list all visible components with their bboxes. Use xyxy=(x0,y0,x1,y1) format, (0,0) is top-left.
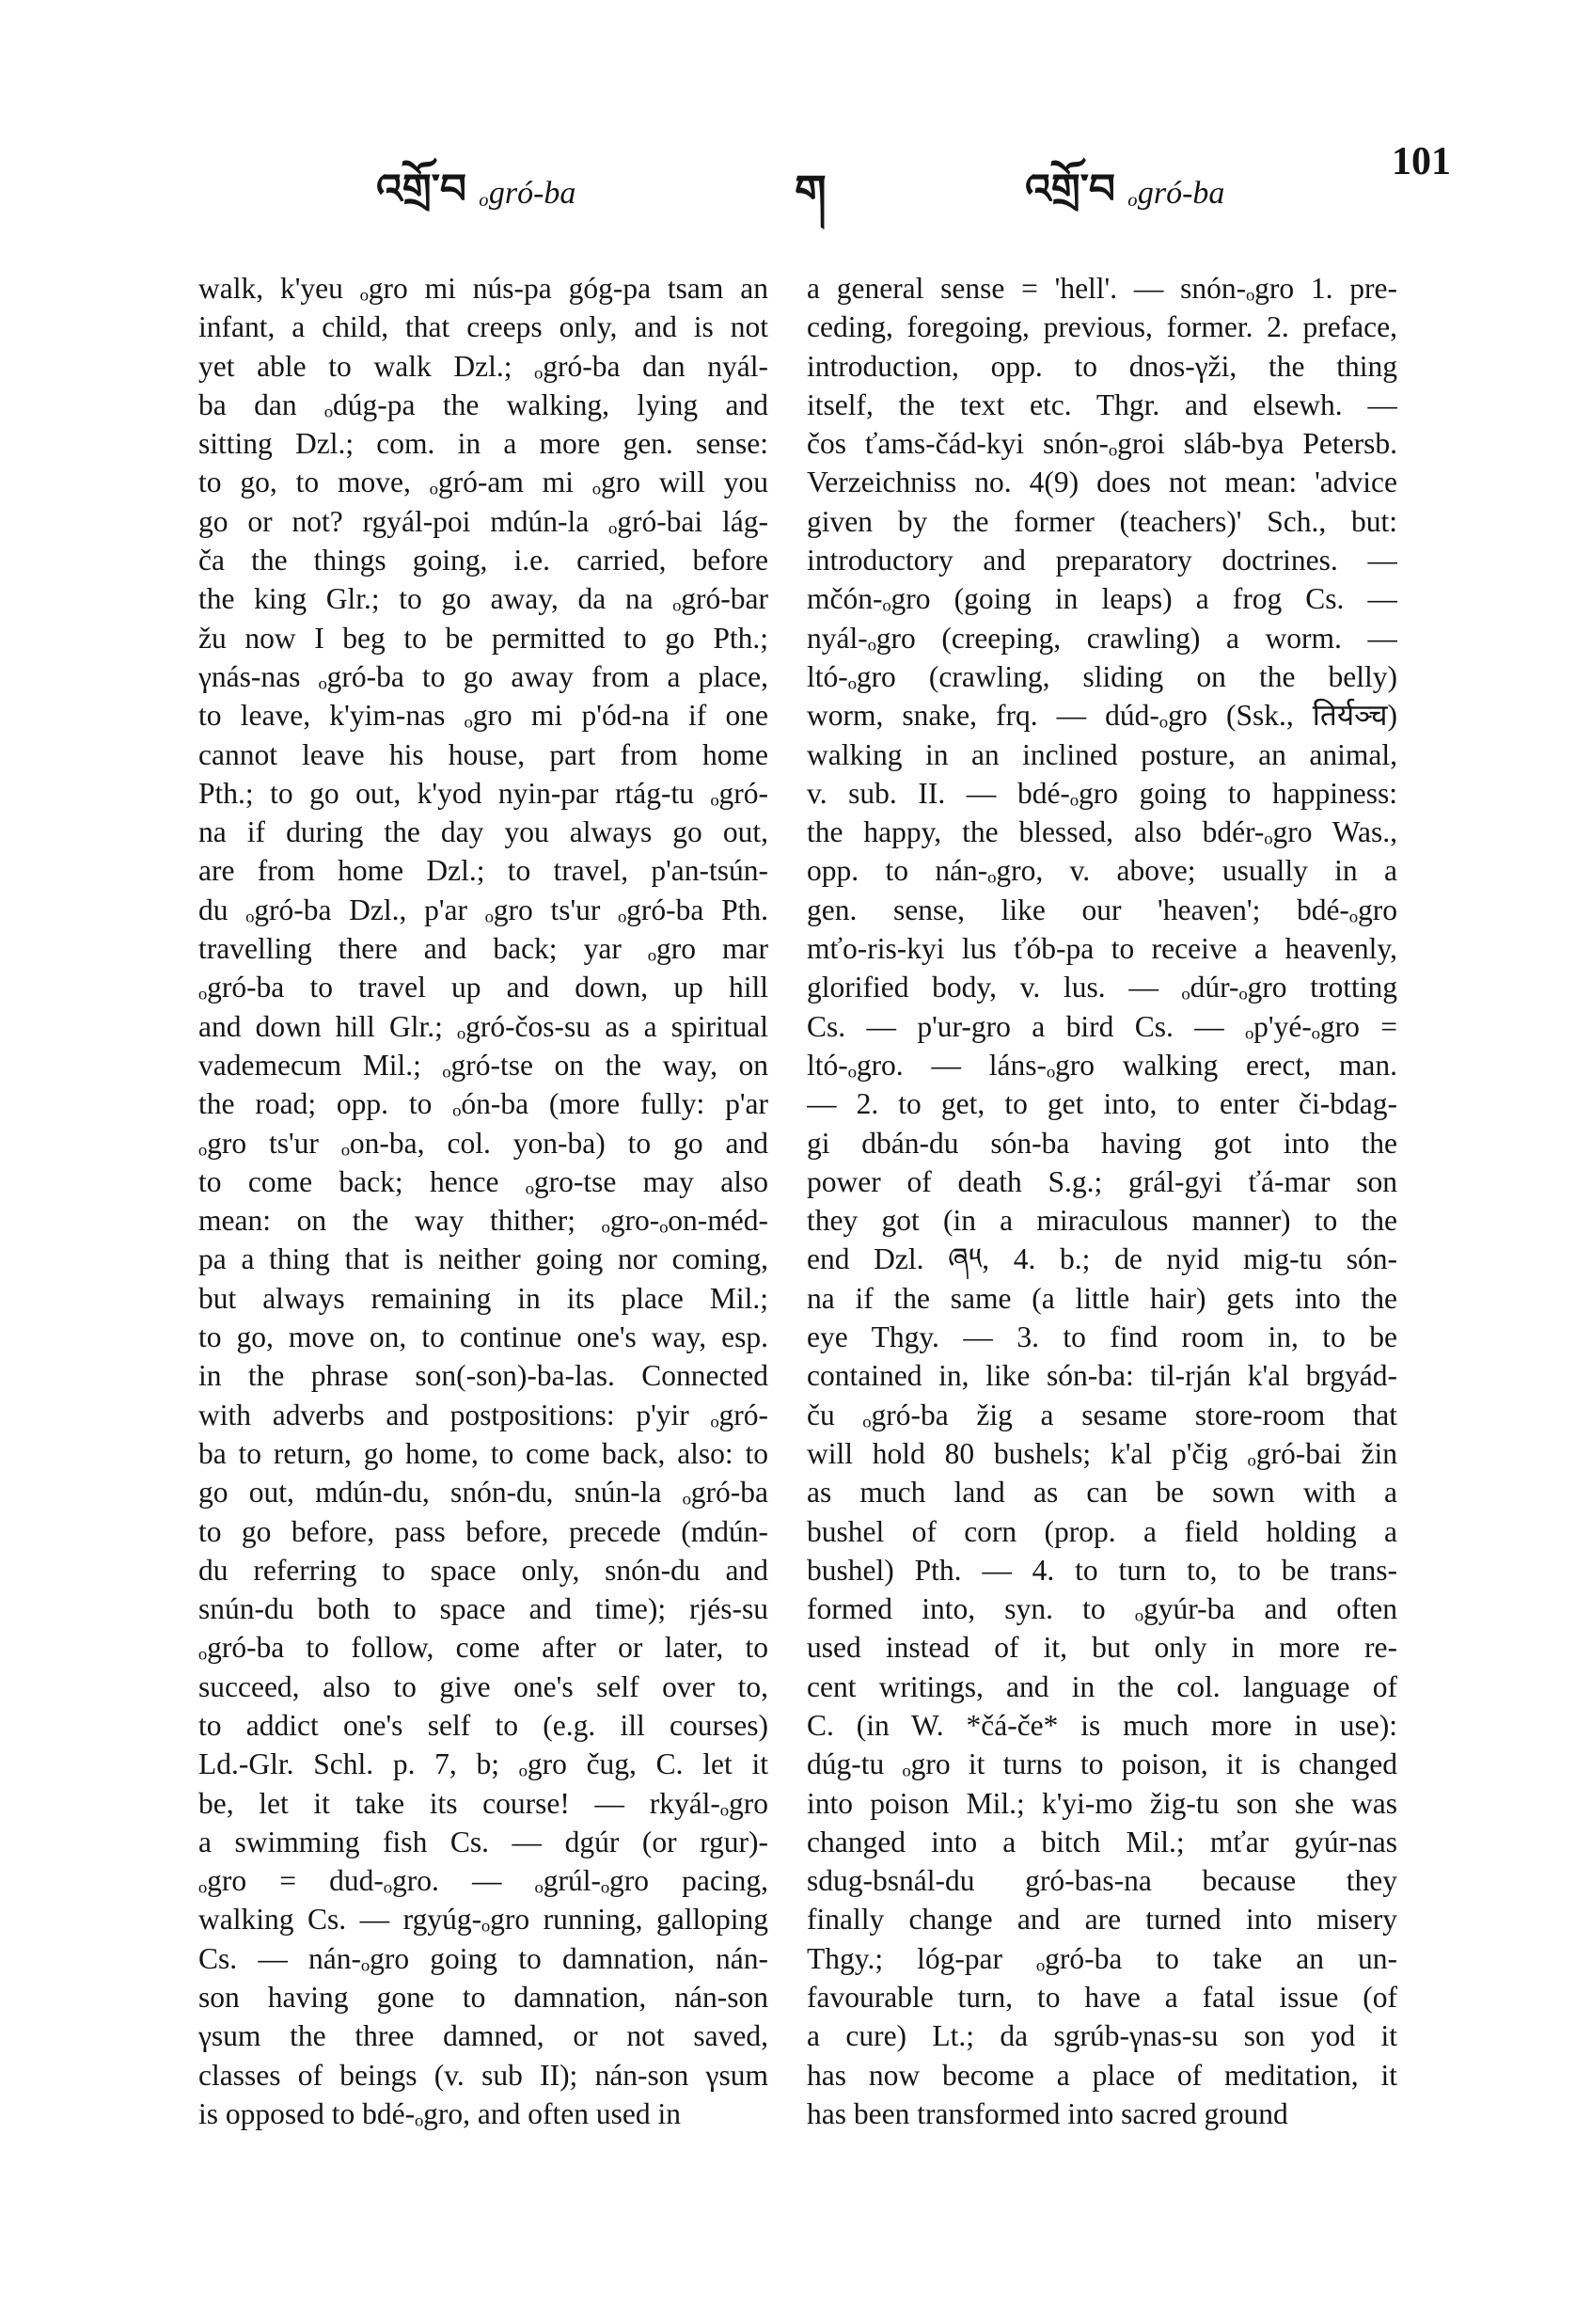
text-line: contained in, like són-ba: til-rján k'al brgyád- xyxy=(807,1359,1397,1393)
right-column xyxy=(807,269,1397,2133)
text-line: favourable turn, to have a fatal issue (of xyxy=(807,1981,1397,2015)
text-line: a swimming fish Cs. — dgúr (or rgur)- xyxy=(198,1825,768,1858)
text-line: gi dbán-du són-ba having got into the xyxy=(807,1126,1397,1160)
text-line: sitting Dzl.; com. in a more gen. sense: xyxy=(198,427,768,461)
text-line: Ld.-Glr. Schl. p. 7, b; ₒgro čug, C. let it xyxy=(198,1747,768,1781)
text-line: γnás-nas ₒgró-ba to go away from a place, xyxy=(198,659,768,693)
text-line: mťo-ris-kyi lus ťób-pa to receive a heavenly, xyxy=(807,932,1397,966)
text-line: to go before, pass before, precede (mdún- xyxy=(198,1514,768,1548)
text-line: na if during the day you always go out, xyxy=(198,815,768,849)
text-line: ba dan ₒdúg-pa the walking, lying and xyxy=(198,387,768,421)
text-line: dúg-tu ₒgro it turns to poison, it is changed xyxy=(807,1747,1397,1781)
text-line: snún-du both to space and time); rjés-su xyxy=(198,1592,768,1626)
text-line: to leave, k'yim-nas ₒgro mi p'ód-na if one xyxy=(198,699,768,733)
page-number: 101 xyxy=(1392,140,1451,183)
running-head-right xyxy=(1025,143,1224,218)
text-line: the road; opp. to ₒón-ba (more fully: p'ar xyxy=(198,1087,768,1121)
text-line: they got (in a miraculous manner) to the xyxy=(807,1204,1397,1238)
text-line: into poison Mil.; k'yi-mo žig-tu son she was xyxy=(807,1786,1397,1820)
text-line: mean: on the way thither; ₒgro-ₒon-méd- xyxy=(198,1204,768,1238)
running-head-left xyxy=(376,143,575,218)
text-line: given by the former (teachers)' Sch., but: xyxy=(807,504,1397,538)
text-line: glorified body, v. lus. — ₒdúr-ₒgro trotting xyxy=(807,971,1397,1004)
text-line: walk, k'yeu ₒgro mi nús-pa góg-pa tsam an xyxy=(198,272,768,305)
text-line: but always remaining in its place Mil.; xyxy=(198,1281,768,1315)
text-line: to come back; hence ₒgro-tse may also xyxy=(198,1164,768,1198)
text-line: finally change and are turned into misery xyxy=(807,1903,1397,1937)
text-line: to go, move on, to continue one's way, esp. xyxy=(198,1320,768,1354)
text-line: end Dzl. ཞ༥, 4. b.; de nyid mig-tu són- xyxy=(807,1242,1397,1276)
text-line: Cs. — nán-ₒgro going to damnation, nán- xyxy=(198,1941,768,1975)
head-tibetan-left: འགྲོ་བ xyxy=(376,166,467,213)
text-line: sdug-bsnál-du gró-bas-na because they xyxy=(807,1864,1397,1898)
text-line: nyál-ₒgro (creeping, crawling) a worm. — xyxy=(807,621,1397,655)
section-letter: ག xyxy=(795,166,827,218)
text-line: žu now I beg to be permitted to go Pth.; xyxy=(198,621,768,655)
text-line: γsum the three damned, or not saved, xyxy=(198,2019,768,2053)
text-line: Cs. — p'ur-gro a bird Cs. — ₒp'yé-ₒgro = xyxy=(807,1009,1397,1043)
head-romanized-left: ₒgró-ba xyxy=(480,176,576,211)
text-line: mčón-ₒgro (going in leaps) a frog Cs. — xyxy=(807,582,1397,616)
text-line: — 2. to get, to get into, to enter či-bdag- xyxy=(807,1087,1397,1121)
text-line: čos ťams-čád-kyi snón-ₒgroi sláb-bya Petersb. xyxy=(807,427,1397,461)
text-line: a cure) Lt.; da sgrúb-γnas-su son yod it xyxy=(807,2019,1397,2053)
text-line: son having gone to damnation, nán-son xyxy=(198,1981,768,2015)
text-line: go out, mdún-du, snón-du, snún-la ₒgró-ba xyxy=(198,1476,768,1510)
text-line: has been transformed into sacred ground xyxy=(807,2096,1288,2130)
text-line: to go, to move, ₒgró-am mi ₒgro will you xyxy=(198,466,768,499)
text-line: ₒgró-ba to follow, come after or later, to xyxy=(198,1631,768,1665)
text-line: du referring to space only, snón-du and xyxy=(198,1553,768,1587)
head-romanized-right: ₒgró-ba xyxy=(1128,176,1225,211)
text-line: bushel of corn (prop. a field holding a xyxy=(807,1514,1397,1548)
text-line: na if the same (a little hair) gets into the xyxy=(807,1281,1397,1315)
left-column xyxy=(198,269,768,2133)
text-line: ₒgro ts'ur ₒon-ba, col. yon-ba) to go and xyxy=(198,1126,768,1160)
text-line: v. sub. II. — bdé-ₒgro going to happiness: xyxy=(807,776,1397,810)
text-line: ₒgró-ba to travel up and down, up hill xyxy=(198,971,768,1004)
text-line: Verzeichniss no. 4(9) does not mean: 'advice xyxy=(807,466,1397,499)
text-line: power of death S.g.; grál-gyi ťá-mar son xyxy=(807,1164,1397,1198)
text-line: gen. sense, like our 'heaven'; bdé-ₒgro xyxy=(807,893,1397,926)
text-line: succeed, also to give one's self over to, xyxy=(198,1669,768,1703)
head-tibetan-right: འགྲོ་བ xyxy=(1025,166,1116,213)
text-line: infant, a child, that creeps only, and is not xyxy=(198,310,768,344)
text-line: ₒgro = dud-ₒgro. — ₒgrúl-ₒgro pacing, xyxy=(198,1864,768,1898)
text-line: has now become a place of meditation, it xyxy=(807,2058,1397,2092)
text-line: ltó-ₒgro. — láns-ₒgro walking erect, man. xyxy=(807,1048,1397,1082)
text-line: eye Thgy. — 3. to find room in, to be xyxy=(807,1320,1397,1354)
text-line: bushel) Pth. — 4. to turn to, to be trans- xyxy=(807,1553,1397,1587)
text-line: cent writings, and in the col. language of xyxy=(807,1669,1397,1703)
text-line: ču ₒgró-ba žig a sesame store-room that xyxy=(807,1398,1397,1431)
text-line: introduction, opp. to dnos-γži, the thing xyxy=(807,349,1397,383)
text-line: ba to return, go home, to come back, also: to xyxy=(198,1436,768,1470)
text-line: classes of beings (v. sub II); nán-son γsum xyxy=(198,2058,768,2092)
text-line: yet able to walk Dzl.; ₒgró-ba dan nyál- xyxy=(198,349,768,383)
text-line: worm, snake, frq. — dúd-ₒgro (Ssk., तिर्यञ्च) xyxy=(807,699,1397,733)
text-line: will hold 80 bushels; k'al p'čig ₒgró-bai žin xyxy=(807,1436,1397,1470)
text-line: is opposed to bdé-ₒgro, and often used in xyxy=(198,2096,681,2130)
text-line: travelling there and back; yar ₒgro mar xyxy=(198,932,768,966)
text-line: the king Glr.; to go away, da na ₒgró-bar xyxy=(198,582,768,616)
text-line: in the phrase son(-son)-ba-las. Connected xyxy=(198,1359,768,1393)
text-line: Thgy.; lóg-par ₒgró-ba to take an un- xyxy=(807,1941,1397,1975)
text-line: changed into a bitch Mil.; mťar gyúr-nas xyxy=(807,1825,1397,1858)
text-line: itself, the text etc. Thgr. and elsewh. — xyxy=(807,387,1397,421)
text-line: formed into, syn. to ₒgyúr-ba and often xyxy=(807,1592,1397,1626)
text-line: Pth.; to go out, k'yod nyin-par rtág-tu ₒgró- xyxy=(198,776,768,810)
text-line: vademecum Mil.; ₒgró-tse on the way, on xyxy=(198,1048,768,1082)
text-line: opp. to nán-ₒgro, v. above; usually in a xyxy=(807,854,1397,888)
text-line: with adverbs and postpositions: p'yir ₒgró- xyxy=(198,1398,768,1431)
text-line: ča the things going, i.e. carried, before xyxy=(198,544,768,577)
text-line: ltó-ₒgro (crawling, sliding on the belly) xyxy=(807,659,1397,693)
text-line: go or not? rgyál-poi mdún-la ₒgró-bai lág- xyxy=(198,504,768,538)
text-line: the happy, the blessed, also bdér-ₒgro Was., xyxy=(807,815,1397,849)
text-line: ceding, foregoing, previous, former. 2. preface, xyxy=(807,310,1397,344)
text-line: as much land as can be sown with a xyxy=(807,1476,1397,1510)
text-line: used instead of it, but only in more re- xyxy=(807,1631,1397,1665)
text-line: walking Cs. — rgyúg-ₒgro running, galloping xyxy=(198,1903,768,1937)
text-line: a general sense = 'hell'. — snón-ₒgro 1. pre- xyxy=(807,272,1397,305)
text-line: to addict one's self to (e.g. ill courses) xyxy=(198,1708,768,1742)
text-line: are from home Dzl.; to travel, p'an-tsún- xyxy=(198,854,768,888)
text-line: and down hill Glr.; ₒgró-čos-su as a spiritual xyxy=(198,1009,768,1043)
text-line: cannot leave his house, part from home xyxy=(198,737,768,771)
text-line: introductory and preparatory doctrines. — xyxy=(807,544,1397,577)
text-line: walking in an inclined posture, an animal, xyxy=(807,737,1397,771)
text-line: be, let it take its course! — rkyál-ₒgro xyxy=(198,1786,768,1820)
text-line: du ₒgró-ba Dzl., p'ar ₒgro ts'ur ₒgró-ba Pth. xyxy=(198,893,768,926)
text-line: C. (in W. *čá-če* is much more in use): xyxy=(807,1708,1397,1742)
text-line: pa a thing that is neither going nor coming, xyxy=(198,1242,768,1276)
